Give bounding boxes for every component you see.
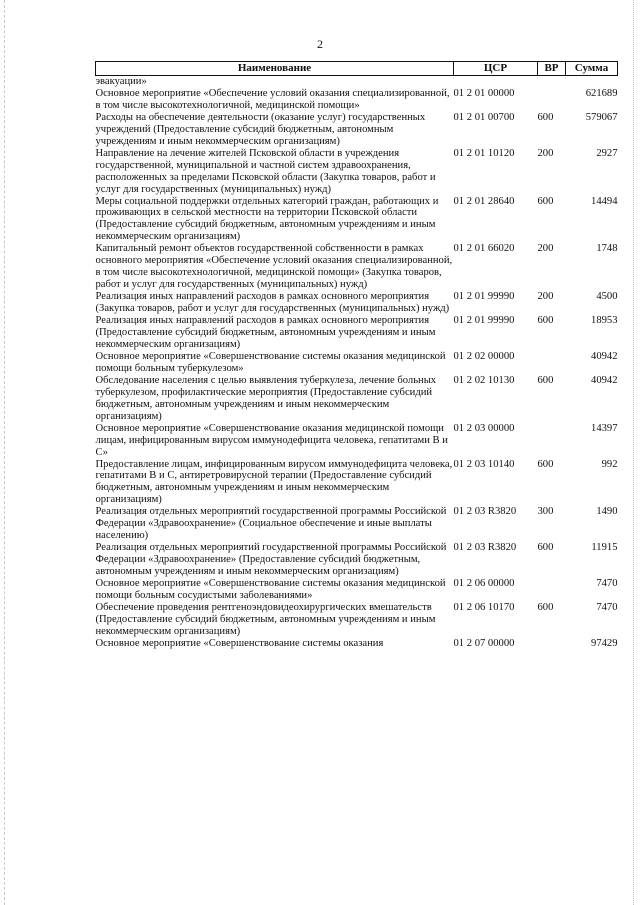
row-name-cell: Основное мероприятие «Совершенствование системы оказания медицинской помощи больным туберкулезом» [95, 350, 446, 374]
row-csr-cell: 01 2 01 10120 [453, 147, 515, 159]
row-name-cell: Обследование населения с целью выявления туберкулеза, лечение больных туберкулезом, профилактические мероприятия (Предоставление субсидий бюджетным, автономным учреждениям и иным некоммерческим организациям) [95, 374, 437, 422]
table-row [96, 506, 618, 542]
row-name-cell: Реализация отдельных мероприятий государственной программы Российской Федерации «Здравоохранение» (Предоставление субсидий бюджетным, автономным учреждениям и иным некоммерческим организациям) [95, 542, 447, 578]
row-name-cell: Предоставление лицам, инфицированным вирусом иммунодефицита человека, гепатитами В и С, антиретровирусной терапии (Предоставление субсидий бюджетным, автономным учреждениям и иным некоммерческим организациям) [95, 458, 453, 506]
row-csr-cell: 01 2 02 10130 [453, 374, 515, 386]
row-name-cell: Основное мероприятие «Совершенствование оказания медицинской помощи лицам, инфицированным вирусом иммунодефицита человека, гепатитами В и С» [95, 422, 448, 458]
row-csr-cell: 01 2 06 00000 [453, 578, 515, 590]
row-name-cell: Основное мероприятие «Совершенствование системы оказания медицинской помощи больным сосудистыми заболеваниями» [95, 578, 446, 601]
table-row [96, 578, 618, 602]
row-csr-cell: 01 2 03 R3820 [453, 506, 517, 518]
row-sum-cell: 992 [601, 458, 618, 470]
row-csr-cell: 01 2 07 00000 [453, 637, 515, 649]
table-row [96, 638, 618, 650]
row-sum-cell [566, 76, 618, 88]
row-csr-cell: 01 2 01 00000 [453, 87, 515, 99]
row-vr-cell: 300 [537, 506, 554, 518]
row-vr-cell [538, 423, 566, 459]
row-csr-cell: 01 2 03 00000 [453, 422, 515, 434]
row-name-cell: Меры социальной поддержки отдельных категорий граждан, работающих и проживающих в сельской местности на территории Псковской области (Предоставление субсидий бюджетным, автономным учреждениям и иным некоммерческим организациям) [95, 195, 439, 243]
row-csr-cell [454, 76, 538, 88]
row-sum-cell: 7470 [596, 601, 618, 613]
row-vr-cell: 600 [537, 458, 554, 470]
table-row [96, 196, 618, 244]
page-number: 2 [317, 37, 323, 51]
table-row [96, 243, 618, 291]
table-row [96, 291, 618, 315]
row-vr-cell [538, 76, 566, 88]
row-name-cell: Реализация отдельных мероприятий государственной программы Российской Федерации «Здравоохранение» (Социальное обеспечение и иные выплаты населению) [95, 506, 447, 542]
budget-table [95, 61, 618, 650]
row-sum-cell: 18953 [591, 315, 618, 327]
row-csr-cell: 01 2 01 28640 [453, 195, 515, 207]
row-name-cell: эвакуации» [95, 76, 147, 87]
row-csr-cell: 01 2 01 99990 [453, 315, 515, 327]
row-sum-cell: 1490 [596, 506, 618, 518]
row-name-cell: Реализация иных направлений расходов в рамках основного мероприятия (Предоставление субсидий бюджетным, автономным учреждениям и иным некоммерческим организациям) [95, 315, 436, 350]
row-vr-cell: 200 [537, 291, 554, 303]
table-row [96, 76, 618, 88]
row-sum-cell: 40942 [591, 350, 618, 362]
table-row [96, 112, 618, 148]
row-sum-cell: 621689 [585, 87, 618, 99]
table-row [96, 351, 618, 375]
row-sum-cell: 11915 [591, 542, 618, 554]
row-vr-cell: 200 [537, 147, 554, 159]
header-sum: Сумма [566, 62, 618, 76]
row-sum-cell: 579067 [585, 111, 618, 123]
row-csr-cell: 01 2 06 10170 [453, 601, 515, 613]
row-name-cell: Реализация иных направлений расходов в рамках основного мероприятия (Закупка товаров, работ и услуг для государственных (муниципальных) нужд) [95, 291, 450, 315]
table-header-row [96, 62, 618, 76]
row-csr-cell: 01 2 02 00000 [453, 350, 515, 362]
table-row [96, 542, 618, 578]
header-name: Наименование [96, 62, 454, 76]
table-row [96, 88, 618, 112]
scan-left-edge [4, 0, 5, 905]
scan-right-edge [633, 0, 634, 905]
table-row [96, 315, 618, 351]
row-vr-cell [538, 578, 566, 602]
row-csr-cell: 01 2 03 10140 [453, 458, 515, 470]
row-vr-cell: 600 [537, 315, 554, 327]
row-vr-cell [538, 638, 566, 650]
row-name-cell: Направление на лечение жителей Псковской области в учреждения государственной, муниципальной и частной систем здравоохранения, расположенных за пределами Псковской области (Закупка товаров, работ и услуг для государственных (муниципальных) нужд) [95, 147, 436, 195]
row-vr-cell: 600 [537, 374, 554, 386]
row-vr-cell [538, 88, 566, 112]
row-vr-cell [538, 351, 566, 375]
header-csr: ЦСР [454, 62, 538, 76]
row-name-cell: Основное мероприятие «Обеспечение условий оказания специализированной, в том числе высокотехнологичной, медицинской помощи» [95, 87, 450, 111]
table-row [96, 148, 618, 196]
row-csr-cell: 01 2 01 00700 [453, 111, 515, 123]
row-name-cell: Обеспечение проведения рентгеноэндовидеохирургических вмешательств (Предоставление субсидий бюджетным, автономным учреждениям и иным некоммерческим организациям) [95, 601, 436, 637]
row-sum-cell: 2927 [596, 147, 618, 159]
row-csr-cell: 01 2 03 R3820 [453, 542, 517, 554]
row-sum-cell: 14494 [591, 195, 618, 207]
row-name-cell: Капитальный ремонт объектов государственной собственности в рамках основного мероприятия «Обеспечение условий оказания специализированной, в том числе высокотехнологичной, медицинской помощи» (Закупка товаров, работ и услуг для государственных (муниципальных) нужд) [95, 243, 453, 291]
row-vr-cell: 200 [537, 243, 554, 255]
table-row [96, 459, 618, 507]
row-csr-cell: 01 2 01 66020 [453, 243, 515, 255]
row-name-cell: Расходы на обеспечение деятельности (оказание услуг) государственных учреждений (Предоставление субсидий бюджетным, автономным учреждениям и иным некоммерческим организациям) [95, 111, 426, 147]
row-vr-cell: 600 [537, 195, 554, 207]
row-sum-cell: 7470 [596, 578, 618, 590]
row-vr-cell: 600 [537, 111, 554, 123]
row-sum-cell: 14397 [591, 422, 618, 434]
header-vr: ВР [538, 62, 566, 76]
row-sum-cell: 4500 [596, 291, 618, 303]
table-row [96, 602, 618, 638]
row-vr-cell: 600 [537, 601, 554, 613]
table-row [96, 423, 618, 459]
row-sum-cell: 40942 [591, 374, 618, 386]
row-vr-cell: 600 [537, 542, 554, 554]
row-name-cell: Основное мероприятие «Совершенствование системы оказания [95, 637, 384, 649]
row-csr-cell: 01 2 01 99990 [453, 291, 515, 303]
table-row [96, 375, 618, 423]
row-sum-cell: 1748 [596, 243, 618, 255]
row-sum-cell: 97429 [591, 637, 618, 649]
